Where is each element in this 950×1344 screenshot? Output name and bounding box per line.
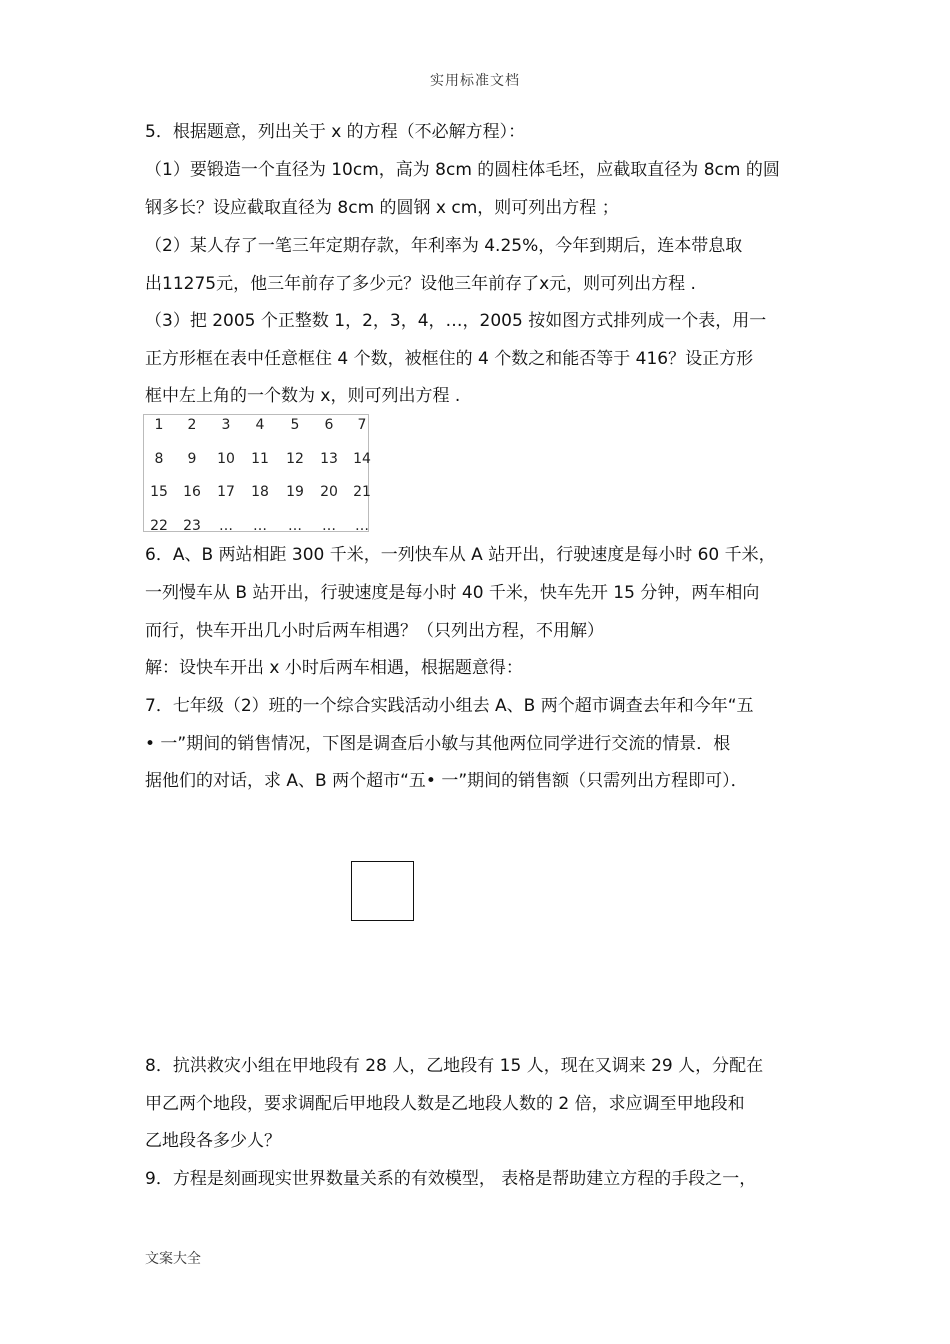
table-cell: … (253, 518, 267, 534)
table-cell: 15 (150, 484, 168, 500)
table-cell: 2 (187, 417, 197, 433)
table-cell: 7 (357, 417, 367, 433)
table-cell: 8 (154, 451, 164, 467)
table-cell: 6 (324, 417, 334, 433)
text-line: （3）把 2005 个正整数 1，2，3，4，…，2005 按如图方式排列成一个表，用一 (145, 311, 767, 331)
table-cell: 11 (251, 451, 269, 467)
table-cell: 4 (255, 417, 265, 433)
table-cell: 12 (286, 451, 304, 467)
table-cell: 10 (217, 451, 235, 467)
table-cell: 20 (320, 484, 338, 500)
text-line: 甲乙两个地段，要求调配后甲地段人数是乙地段人数的 2 倍，求应调至甲地段和 (145, 1094, 745, 1114)
table-cell: 16 (183, 484, 201, 500)
text-line: 解：设快车开出 x 小时后两车相遇，根据题意得： (145, 658, 523, 678)
text-line: 据他们的对话，求 A、B 两个超市“五• 一”期间的销售额（只需列出方程即可）． (145, 771, 748, 791)
table-cell: 23 (183, 518, 201, 534)
text-line: 而行，快车开出几小时后两车相遇？（只列出方程，不用解） (145, 621, 604, 641)
table-cell: … (322, 518, 336, 534)
text-line: 框中左上角的一个数为 x，则可列出方程 . (145, 386, 461, 406)
text-line: 7．七年级（2）班的一个综合实践活动小组去 A、B 两个超市调查去年和今年“五 (145, 696, 754, 716)
table-cell: … (219, 518, 233, 534)
table-cell: 14 (353, 451, 371, 467)
table-cell: 9 (187, 451, 197, 467)
table-cell: 21 (353, 484, 371, 500)
table-cell: 19 (286, 484, 304, 500)
text-line: 出11275元，他三年前存了多少元？设他三年前存了x元，则可列出方程 . (145, 274, 696, 294)
text-line: 一列慢车从 B 站开出，行驶速度是每小时 40 千米，快车先开 15 分钟，两车相向 (145, 583, 760, 603)
text-line: • 一”期间的销售情况，下图是调查后小敏与其他两位同学进行交流的情景．根 (145, 734, 731, 754)
text-line: 5．根据题意，列出关于 x 的方程（不必解方程）： (145, 122, 526, 142)
square-frame (351, 861, 414, 921)
page-header: 实用标准文档 (430, 73, 520, 89)
table-cell: 17 (217, 484, 235, 500)
text-line: （1）要锻造一个直径为 10cm，高为 8cm 的圆柱体毛坯，应截取直径为 8cm 的圆 (145, 160, 780, 180)
text-line: 8．抗洪救灾小组在甲地段有 28 人，乙地段有 15 人，现在又调来 29 人，分配在 (145, 1056, 764, 1076)
table-cell: … (288, 518, 302, 534)
text-line: （2）某人存了一笔三年定期存款，年利率为 4.25%，今年到期后，连本带息取 (145, 236, 743, 256)
text-line: 6．A、B 两站相距 300 千米，一列快车从 A 站开出，行驶速度是每小时 60 千米， (145, 545, 776, 565)
table-cell: 22 (150, 518, 168, 534)
table-cell: 13 (320, 451, 338, 467)
page-footer: 文案大全 (145, 1251, 201, 1267)
number-table (143, 414, 369, 532)
text-line: 9．方程是刻画现实世界数量关系的有效模型， 表格是帮助建立方程的手段之一， (145, 1169, 757, 1189)
text-line: 正方形框在表中任意框住 4 个数，被框住的 4 个数之和能否等于 416？设正方形 (145, 349, 754, 369)
text-line: 乙地段各多少人？ (145, 1131, 281, 1151)
table-cell: … (355, 518, 369, 534)
table-cell: 18 (251, 484, 269, 500)
text-line: 钢多长？设应截取直径为 8cm 的圆钢 x cm，则可列出方程 ； (145, 198, 619, 218)
table-cell: 5 (290, 417, 300, 433)
table-cell: 1 (154, 417, 164, 433)
table-cell: 3 (221, 417, 231, 433)
